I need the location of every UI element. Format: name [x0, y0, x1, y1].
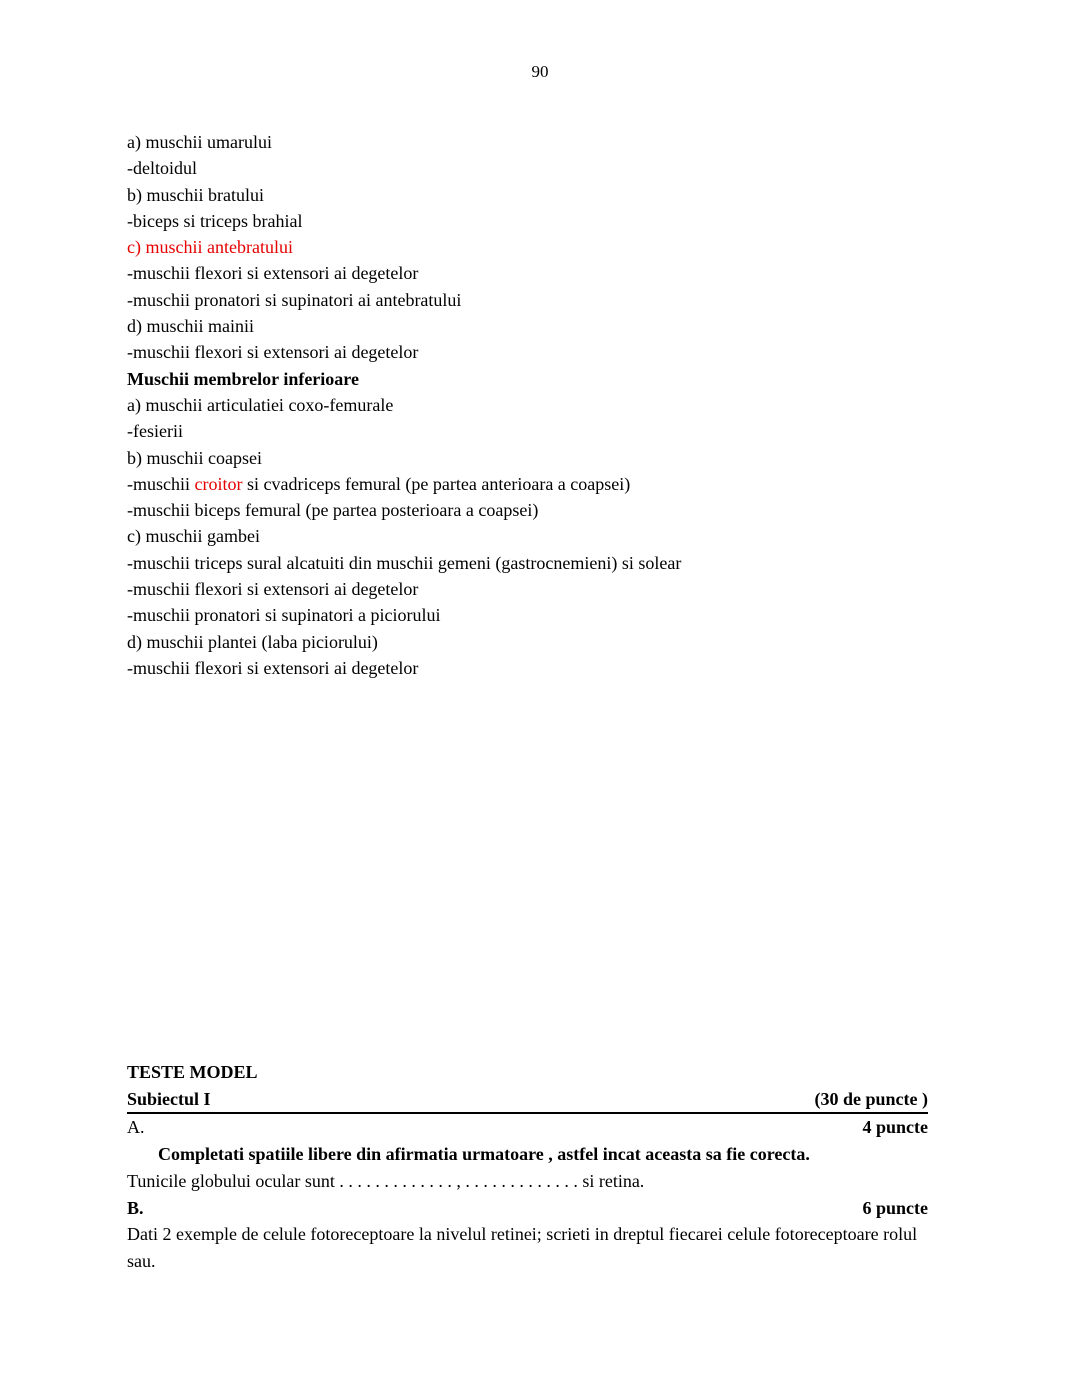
- muscle-line: -muschii pronatori si supinatori ai antebratului: [127, 289, 462, 310]
- muscle-line-part: -muschii: [127, 473, 195, 494]
- muscle-section-heading: Muschii membrelor inferioare: [127, 368, 359, 389]
- muscle-line: -fesierii: [127, 421, 183, 442]
- section-a-row: [127, 1114, 928, 1141]
- muscle-line: b) muschii coapsei: [127, 447, 262, 468]
- muscle-line: a) muschii umarului: [127, 132, 272, 152]
- page-number: 90: [531, 62, 549, 81]
- muscle-line: -muschii flexori si extensori ai degetelor: [127, 263, 419, 284]
- muscle-line: -muschii biceps femural (pe partea posterioara a coapsei): [127, 500, 539, 521]
- muscle-line: -muschii pronatori si supinatori a piciorului: [127, 605, 441, 626]
- muscle-line-highlighted: c) muschii antebratului: [127, 237, 293, 258]
- muscle-line: b) muschii bratului: [127, 184, 264, 205]
- muscle-line: c) muschii gambei: [127, 526, 260, 547]
- muscle-line: -deltoidul: [127, 158, 197, 179]
- tests-heading: TESTE MODEL: [127, 1062, 258, 1082]
- muscle-line: d) muschii plantei (laba piciorului): [127, 631, 378, 652]
- muscle-line-part: si cvadriceps femural (pe partea anterioara a coapsei): [242, 473, 631, 494]
- subject-title: Subiectul I: [127, 1088, 211, 1109]
- tests-section: [127, 1059, 928, 1275]
- muscle-line-part-highlighted: croitor: [194, 473, 243, 494]
- section-b-label: B.: [127, 1197, 144, 1218]
- section-a-points: 4 puncte: [862, 1117, 928, 1138]
- muscle-line-mixed: [127, 471, 928, 497]
- section-b-text: Dati 2 exemple de celule fotoreceptoare la nivelul retinei; scrieti in dreptul fiecarei celule fotoreceptoare rolul sau.: [127, 1224, 918, 1271]
- subject-row: [127, 1086, 928, 1115]
- muscle-line: -muschii flexori si extensori ai degetelor: [127, 657, 419, 678]
- muscle-line: d) muschii mainii: [127, 316, 254, 337]
- section-b-row: [127, 1195, 928, 1222]
- muscle-list: [127, 129, 928, 681]
- muscle-line: -muschii flexori si extensori ai degetelor: [127, 579, 419, 600]
- muscle-line: -biceps si triceps brahial: [127, 210, 303, 231]
- muscle-line: -muschii flexori si extensori ai degetelor: [127, 342, 419, 363]
- muscle-line: -muschii triceps sural alcatuiti din muschii gemeni (gastrocnemieni) si solear: [127, 552, 682, 573]
- section-b-points: 6 puncte: [862, 1197, 928, 1218]
- subject-points: (30 de puncte ): [814, 1088, 928, 1109]
- section-a-label: A.: [127, 1117, 145, 1138]
- fill-blanks-text: Tunicile globului ocular sunt . . . . . . . . . . . . . , . . . . . . . . . . . . . si retina.: [127, 1170, 645, 1191]
- muscle-line: a) muschii articulatiei coxo-femurale: [127, 394, 394, 415]
- section-a-instruction: Completati spatiile libere din afirmatia urmatoare , astfel incat aceasta sa fie corecta.: [158, 1144, 810, 1165]
